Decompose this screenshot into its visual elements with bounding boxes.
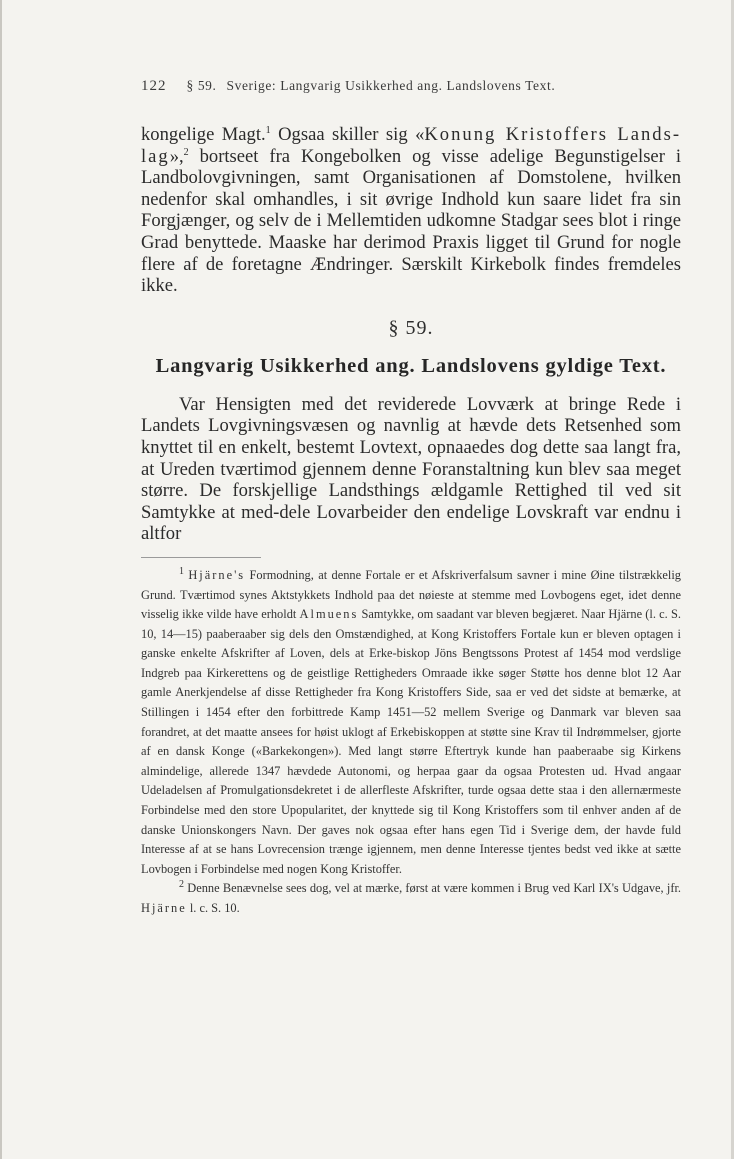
footnote-2-text-a: Denne Benævnelse sees dog, vel at mærke, først at være kommen i Brug ved Karl IX's Udgave, jfr. (184, 881, 681, 896)
paragraph-1 (141, 124, 681, 297)
footnote-ref-2: 2 (183, 146, 189, 158)
page-number: 122 (141, 78, 167, 94)
section-number: § 59. (388, 316, 434, 339)
para1-text-a: kongelige Magt. (141, 124, 266, 145)
footnote-1-mark: 1 (179, 565, 184, 577)
footnote-1-text-b: Samtykke, om saadant var bleven begjæret. Naar Hjärne (l. c. S. 10, 14—15) paaberaaber sig dels den Omstændighed, at Kong Kristoffers Fortale kun er bleven optagen i ganske enkelte Afskrifter af Loven, dels at Erke-biskop Jöns Bengtssons Protest af 1454 mod verdslige Indgreb paa Kirkerettens og de geistlige Rettigheders Omraade ikke søger Støtte hos denne blot 12 Aar gamle Anerkjendelse af disse Rettigheder fra Kong Kristoffers Side, saa er ved det sidste at bemærke, at Stillingen i 1454 efter den forbittrede Kamp 1451—52 mellem Sverige og Danmark var bleven saa forandret, at det maatte ansees for høist uklogt af Erkebiskoppen at støtte sine Krav til Indrømmelser, gjorte af en dansk Konge («Barkekongen»). Med langt større Eftertryk kunde han paaberaabe sig Kirkens almindelige, allerede 1347 hævdede Autonomi, og herpaa gaar da ogsaa Protesten ud. Hvad angaar Udeladelsen af Promulgationsdekretet i de allerfleste Afskrifter, turde ogsaa dette staa i den allernærmeste Forbindelse med den store Upopularitet, der knyttede sig til Kong Kristoffers som til enhver anden af de danske Unionskongers Navn. Der gaves nok ogsaa efter hans egen Tid i Sverige dem, der havde fuld Interesse af at se hans Lovrecension trænge igjennem, men denne Interesse tjentes bedst ved ikke at sætte Lovbogen i Forbindelse med nogen Kong Kristoffer. (141, 607, 681, 876)
footnote-1-author: Hjärne's (188, 567, 246, 582)
section-title: Langvarig Usikkerhed ang. Landslovens gyldige Text. (155, 354, 667, 377)
page-content (141, 78, 681, 919)
para1-text-c: », (169, 145, 184, 167)
paragraph-2 (141, 394, 681, 545)
footnote-divider (141, 557, 261, 558)
footnote-ref-1: 1 (265, 124, 271, 136)
para1-text-d: bortseet fra Kongebolken og visse adelige Begunstigelser i Landbolovgivningen, samt Organisationen af Domstolene, hvilken nedenfor skal omhandles, i sit øvrige Indhold kun saare lidet fra sin Forgjænger, og selv de i Mellemtiden udkomne Stadgar sees blot i ringe Grad benyttede. Maaske har derimod Praxis ligget til Grund for nogle flere af de foretagne Ændringer. Særskilt Kirkebolk findes fremdeles ikke. (141, 145, 681, 297)
para1-text-b: Ogsaa skiller sig « (270, 124, 425, 145)
footnote-1-almuens: Almuens (299, 607, 359, 622)
paragraph-2-text: Var Hensigten med det reviderede Lovværk at bringe Rede i Landets Lovgivningsvæsen og navnlig at hævde dets Retsenhed som knyttet til en enkelt, bestemt Lovtext, opnaaedes dog dette saa langt fra, at Ureden tværtimod gjennem denne Foranstaltning kun blev saa meget større. De forskjellige Landsthings ældgamle Rettighed til ved sit Samtykke at med-dele Lovarbeider den endelige Lovskraft var endnu i altfor (141, 393, 681, 545)
footnote-1 (141, 566, 681, 880)
running-title: Sverige: Langvarig Usikkerhed ang. Landslovens Text. (226, 78, 556, 93)
footnote-2-author: Hjärne (141, 901, 187, 915)
footnotes (141, 566, 681, 919)
footnote-2 (141, 879, 681, 918)
header-section-ref: § 59. (186, 78, 217, 93)
law-title-spaced: Konung Kristoffers Lands-lag (141, 124, 682, 167)
footnote-2-text-b: l. c. S. 10. (186, 901, 240, 915)
page-left-edge (0, 0, 2, 1159)
footnote-2-mark: 2 (179, 879, 184, 891)
running-header (141, 78, 681, 102)
footnote-1-text-a: Formodning, at denne Fortale er et Afskriverfalsum savner i mine Øine tilstrækkelig Grund. Tværtimod synes Aktstykkets Indhold paa det nøieste at stemme med Lovbogens eget, idet denne visselig ikke vilde have erholdt (141, 567, 681, 622)
